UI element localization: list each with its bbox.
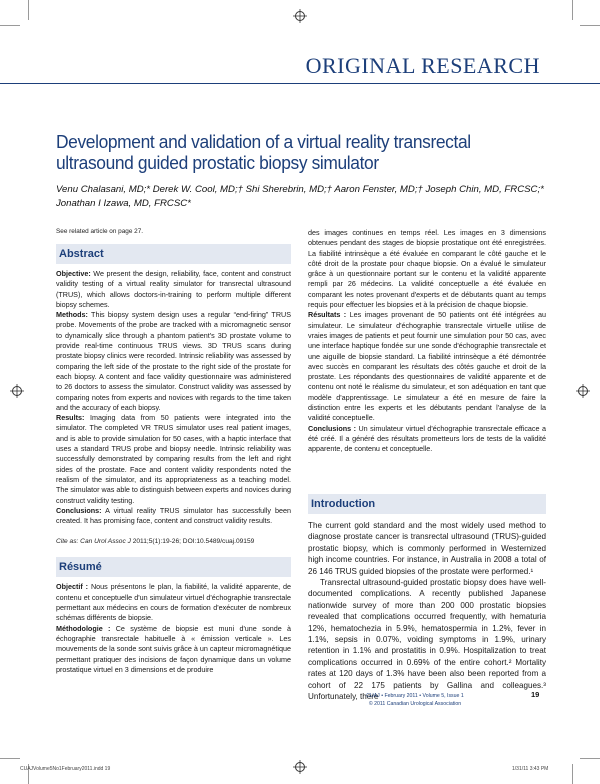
introduction-paragraph-1: The current gold standard and the most widely used method to diagnose prostate cancer is transrectal ultrasound (TRUS)-guided prostatic biopsy, which is commonly performed in Westernized high income countries. For instance, in Australia in 2008 a total of 26 146 TRUS guided biopsies of the prostate were performed.¹	[308, 521, 546, 576]
crop-mark	[572, 0, 573, 20]
resume-objectif: Objectif : Nous présentons le plan, la fiabilité, la validité apparente, de contenu et conceptuelle d'un simulateur virtuel d'échographie transrectale permettant aux médecins en cours de formation d'exécuter de nombreux schémas différents de biopsie.	[56, 582, 291, 623]
copyright: © 2011 Canadian Urological Association	[368, 701, 462, 707]
section-label: ORIGINAL RESEARCH	[305, 53, 540, 78]
print-slug-right: 1/31/11 3:43 PM	[512, 766, 549, 772]
crop-mark	[580, 758, 600, 759]
resume-continued: des images continues en temps réel. Les images en 3 dimensions obtenues pendant des stages de biopsie prostatique ont été enregistrées. La fiabilité intrinsèque a été évaluée en comparant le côté gauche et le côté droit de la prostate pour chaque biopsie. On a évalué le simulateur grâce à un questionnaire portant sur le contenu et la validité apparente rempli par 26 médecins. La validité conceptuelle a été évaluée en comparant les notes provenant d'experts et de débutants quant au temps requis pour effectuer les biopsies et à la précision de chaque biopsie.	[308, 228, 546, 310]
resume-resultats: Résultats : Les images provenant de 50 patients ont été intégrées au simulateur. Le simulateur d'échographie transrectale virtuelle utilise de vraies images de patients et peut fournir une simulation pour 50 cas, avec une interface haptique fondée sur une sonde d'échographie transrectale et une aiguille de biopsie standard. La fiabilité intrinsèque a été démontrée avec succès en comparant les résultats des côtés gauche et droit de la prostate. Les répondants des questionnaires de validité apparente et de contenu ont noté le réalisme du simulateur, et son adéquation en tant que modèle d'apprentissage. Le simulateur a été en mesure de faire la distinction entre les experts et les débutants pendant l'analyse de la validité conceptuelle.	[308, 310, 546, 423]
introduction-paragraph-2: Transrectal ultrasound-guided prostatic biopsy does have well-documented complications. A recently published Japanese nationwide survey of more than 200 000 prostatic biopsies revealed that complications occurred frequently, with hematuria 12%, hematochezia in 5.9%, hematospermia in 1.2%, fever in 1.1%, sepsis in 0.07%, voiding symptoms in 1.9%, urinary retention in 1.1% and prostatitis in 0.9%. Hospitalization to treat complications occurred in 0.69% of the entire cohort.² Mortality rates at 120 days of 1.3% have been also been reported from a cohort of 22 175 patients by Gallina and colleagues.³ Unfortunately, there	[308, 578, 546, 702]
authors-line-1: Venu Chalasani, MD;* Derek W. Cool, MD;† Shi Sherebrin, MD;† Aaron Fenster, MD;† Joseph Chin, MD, FRCSC;*	[56, 184, 544, 195]
crop-mark	[0, 758, 20, 759]
resume-heading: Résumé	[56, 557, 291, 577]
abstract-conclusions: Conclusions: A virtual reality TRUS simulator has successfully been created. It has promising face, content and construct validity results.	[56, 505, 291, 526]
crop-mark	[580, 25, 600, 26]
introduction-section	[308, 494, 546, 519]
title-line-1: Development and validation of a virtual reality transrectal	[56, 131, 471, 152]
title-line-2: ultrasound guided prostatic biopsy simulator	[56, 152, 379, 173]
abstract-methods: Methods: This biopsy system design uses a regular “end-firing” TRUS probe. Movements of the probe are tracked with a micromagnetic sensor to dynamically slice through a phantom patient's 3D prostate volume to provide real-time continuous TRUS views. 3D TRUS scans during prostate biopsy clinics were recorded. Intrinsic reliability was assessed by comparing the left side of the prostate to the right side of the prostate for each biopsy. A content and face validity questionnaire was administered to 26 doctors to assess the simulator. Construct validity was assessed by comparing notes from experts and novices with regards to the time taken and the accuracy of each biopsy.	[56, 310, 291, 412]
citation: Cite as: Can Urol Assoc J 2011;5(1):19-26; DOI:10.5489/cuaj.09159	[56, 538, 255, 546]
header-rule	[0, 83, 600, 84]
page-number: 19	[531, 690, 540, 699]
abstract-objective: Objective: We present the design, reliability, face, content and construct validity testing of a virtual reality simulator for transrectal ultrasound (TRUS), which allows doctors-in-training to perform multiple different biopsy schemes.	[56, 269, 291, 309]
left-column	[56, 244, 291, 675]
crop-mark	[0, 25, 20, 26]
resume-conclusions: Conclusions : Un simulateur virtuel d'échographie transrectale efficace a été créé. Il a généré des résultats prometteurs lors de tests de la validité apparente, de contenu et conceptuelle.	[308, 423, 546, 454]
registration-mark-top	[293, 9, 307, 23]
right-column	[308, 228, 546, 455]
registration-mark-right	[576, 384, 590, 398]
journal-info: CUAJ • February 2011 • Volume 5, Issue 1	[366, 693, 464, 699]
crop-mark	[572, 764, 573, 784]
registration-mark-bottom	[293, 760, 307, 774]
authors-line-2: Jonathan I Izawa, MD, FRCSC*	[56, 198, 191, 209]
print-slug-left: CUAJVolume5No1February2011.indd 19	[20, 766, 111, 772]
author-list	[56, 183, 556, 211]
abstract-heading: Abstract	[56, 244, 291, 264]
registration-mark-left	[10, 384, 24, 398]
abstract-results: Results: Imaging data from 50 patients were integrated into the simulator. The completed VR TRUS simulator uses real patient images, and is able to provide simulation for 50 cases, with a haptic interface that uses a standard TRUS probe and biopsy needle. Intrinsic reliability was successfully demonstrated by comparing results from the left and right sides of the prostate. Face and content validity respondents noted the realism of the simulator, and its appropriateness as a teaching model. The simulator was able to distinguish between experts and novices during construct validity testing.	[56, 413, 291, 505]
introduction-body	[308, 520, 546, 703]
see-related-link[interactable]: See related article on page 27.	[56, 228, 144, 235]
resume-methodologie: Méthodologie : Ce système de biopsie est muni d'une sonde à échographie transrectale habituelle à « émission verticale ». Les mouvements de la sonde sont suivis grâce à un capteur micromagnétique permettant pratiquer des incisions de façon dynamique dans un volume prostatique virtuel en 3 dimensions et de produire	[56, 623, 291, 674]
introduction-heading: Introduction	[308, 494, 546, 514]
article-title	[56, 131, 517, 173]
crop-mark	[28, 0, 29, 20]
